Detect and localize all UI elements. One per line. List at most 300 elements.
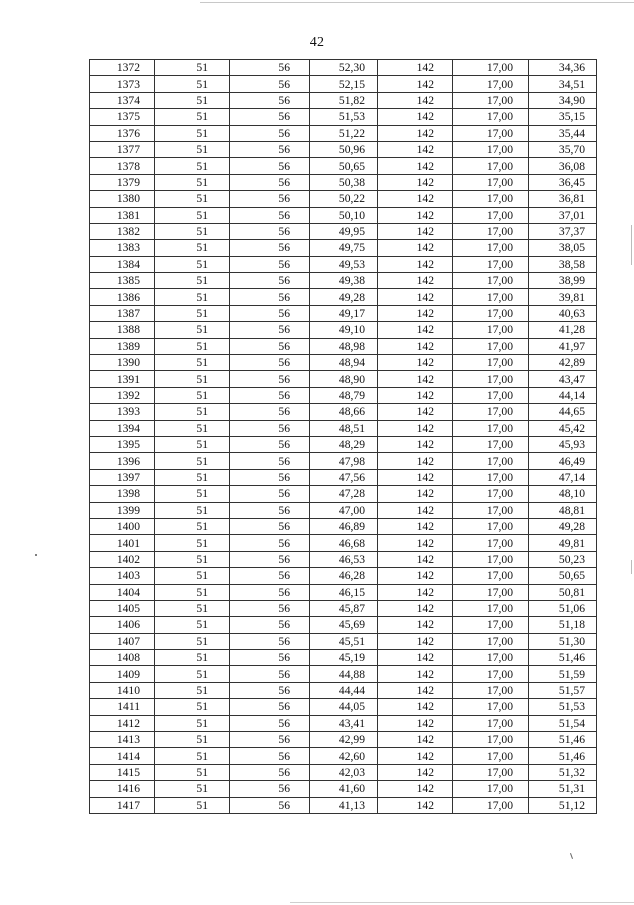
table-row [90, 600, 597, 616]
table-cell: 49,28 [529, 518, 597, 534]
table-cell: 1396 [90, 453, 155, 469]
table-cell: 56 [230, 158, 310, 174]
table-cell: 17,00 [453, 355, 529, 371]
table-cell: 1373 [90, 76, 155, 92]
table-cell: 50,38 [310, 174, 378, 190]
table-cell: 36,81 [529, 191, 597, 207]
table-row [90, 486, 597, 502]
table-cell: 142 [378, 502, 453, 518]
table-cell: 51,46 [529, 650, 597, 666]
table-cell: 51 [155, 256, 230, 272]
table-cell: 45,69 [310, 617, 378, 633]
table-cell: 51 [155, 518, 230, 534]
table-cell: 17,00 [453, 453, 529, 469]
table-cell: 51,53 [310, 109, 378, 125]
table-row [90, 699, 597, 715]
table-row [90, 502, 597, 518]
table-cell: 142 [378, 289, 453, 305]
table-cell: 1382 [90, 223, 155, 239]
table-row [90, 387, 597, 403]
table-cell: 17,00 [453, 420, 529, 436]
table-cell: 51 [155, 240, 230, 256]
table-cell: 44,14 [529, 387, 597, 403]
table-cell: 1405 [90, 600, 155, 616]
table-cell: 56 [230, 322, 310, 338]
table-cell: 50,65 [310, 158, 378, 174]
table-cell: 17,00 [453, 371, 529, 387]
table-cell: 17,00 [453, 338, 529, 354]
table-cell: 1372 [90, 60, 155, 76]
table-cell: 142 [378, 600, 453, 616]
table-cell: 56 [230, 502, 310, 518]
table-cell: 1412 [90, 715, 155, 731]
table-cell: 51 [155, 273, 230, 289]
table-cell: 49,38 [310, 273, 378, 289]
table-cell: 142 [378, 715, 453, 731]
table-cell: 43,41 [310, 715, 378, 731]
table-cell: 1392 [90, 387, 155, 403]
table-cell: 51 [155, 109, 230, 125]
table-cell: 42,03 [310, 764, 378, 780]
table-cell: 51 [155, 617, 230, 633]
table-cell: 42,99 [310, 732, 378, 748]
table-cell: 41,60 [310, 781, 378, 797]
table-cell: 51,12 [529, 797, 597, 813]
table-cell: 17,00 [453, 469, 529, 485]
table-row [90, 420, 597, 436]
table-row [90, 551, 597, 567]
table-cell: 51 [155, 338, 230, 354]
table-row [90, 535, 597, 551]
table-cell: 56 [230, 174, 310, 190]
table-cell: 51 [155, 535, 230, 551]
table-cell: 17,00 [453, 764, 529, 780]
table-cell: 51,22 [310, 125, 378, 141]
table-cell: 17,00 [453, 797, 529, 813]
table-cell: 142 [378, 76, 453, 92]
table-cell: 51 [155, 469, 230, 485]
table-cell: 56 [230, 453, 310, 469]
table-cell: 56 [230, 240, 310, 256]
table-cell: 56 [230, 617, 310, 633]
table-cell: 47,28 [310, 486, 378, 502]
table-cell: 17,00 [453, 682, 529, 698]
table-cell: 1378 [90, 158, 155, 174]
table-cell: 46,53 [310, 551, 378, 567]
table-cell: 41,28 [529, 322, 597, 338]
table-cell: 36,45 [529, 174, 597, 190]
table-cell: 17,00 [453, 158, 529, 174]
table-row [90, 518, 597, 534]
table-cell: 47,56 [310, 469, 378, 485]
table-cell: 51 [155, 453, 230, 469]
table-cell: 56 [230, 125, 310, 141]
table-cell: 39,81 [529, 289, 597, 305]
table-cell: 142 [378, 682, 453, 698]
bottom-scan-rule [290, 902, 634, 903]
table-cell: 142 [378, 60, 453, 76]
table-cell: 17,00 [453, 518, 529, 534]
table-cell: 56 [230, 666, 310, 682]
table-cell: 56 [230, 715, 310, 731]
table-cell: 142 [378, 305, 453, 321]
table-cell: 142 [378, 240, 453, 256]
table-cell: 17,00 [453, 305, 529, 321]
table-cell: 56 [230, 551, 310, 567]
table-cell: 1413 [90, 732, 155, 748]
table-cell: 17,00 [453, 141, 529, 157]
table-cell: 1403 [90, 568, 155, 584]
table-cell: 51 [155, 633, 230, 649]
table-cell: 56 [230, 469, 310, 485]
table-cell: 1410 [90, 682, 155, 698]
table-cell: 51,46 [529, 732, 597, 748]
table-cell: 1398 [90, 486, 155, 502]
table-cell: 1414 [90, 748, 155, 764]
table-cell: 49,10 [310, 322, 378, 338]
table-cell: 38,99 [529, 273, 597, 289]
table-cell: 56 [230, 256, 310, 272]
table-cell: 50,65 [529, 568, 597, 584]
table-row [90, 240, 597, 256]
table-cell: 51 [155, 699, 230, 715]
table-cell: 51 [155, 682, 230, 698]
table-cell: 142 [378, 223, 453, 239]
table-cell: 142 [378, 256, 453, 272]
table-cell: 1391 [90, 371, 155, 387]
data-table-body [90, 60, 597, 814]
table-cell: 49,28 [310, 289, 378, 305]
table-cell: 142 [378, 535, 453, 551]
table-cell: 56 [230, 682, 310, 698]
table-row [90, 436, 597, 452]
table-row [90, 584, 597, 600]
table-cell: 51 [155, 191, 230, 207]
table-cell: 17,00 [453, 732, 529, 748]
table-cell: 1402 [90, 551, 155, 567]
table-cell: 51,59 [529, 666, 597, 682]
table-cell: 37,37 [529, 223, 597, 239]
table-cell: 142 [378, 338, 453, 354]
table-cell: 47,00 [310, 502, 378, 518]
table-cell: 142 [378, 469, 453, 485]
table-cell: 56 [230, 633, 310, 649]
table-row [90, 223, 597, 239]
table-cell: 48,66 [310, 404, 378, 420]
table-cell: 51 [155, 223, 230, 239]
table-cell: 1375 [90, 109, 155, 125]
table-cell: 17,00 [453, 92, 529, 108]
table-cell: 17,00 [453, 256, 529, 272]
table-cell: 142 [378, 797, 453, 813]
table-cell: 56 [230, 223, 310, 239]
table-cell: 44,44 [310, 682, 378, 698]
table-cell: 56 [230, 289, 310, 305]
table-cell: 51 [155, 289, 230, 305]
table-cell: 51,54 [529, 715, 597, 731]
table-row [90, 305, 597, 321]
table-cell: 56 [230, 338, 310, 354]
table-row [90, 568, 597, 584]
table-cell: 46,49 [529, 453, 597, 469]
table-cell: 45,42 [529, 420, 597, 436]
table-cell: 52,15 [310, 76, 378, 92]
table-cell: 1411 [90, 699, 155, 715]
table-cell: 56 [230, 404, 310, 420]
table-cell: 56 [230, 436, 310, 452]
table-cell: 1409 [90, 666, 155, 682]
table-cell: 51,57 [529, 682, 597, 698]
table-cell: 1397 [90, 469, 155, 485]
table-row [90, 256, 597, 272]
table-cell: 51 [155, 732, 230, 748]
table-cell: 17,00 [453, 699, 529, 715]
table-cell: 51 [155, 748, 230, 764]
table-cell: 17,00 [453, 650, 529, 666]
table-cell: 34,36 [529, 60, 597, 76]
table-row [90, 273, 597, 289]
table-cell: 17,00 [453, 535, 529, 551]
table-cell: 43,47 [529, 371, 597, 387]
table-row [90, 158, 597, 174]
table-cell: 51 [155, 387, 230, 403]
table-cell: 51 [155, 797, 230, 813]
table-row [90, 109, 597, 125]
table-cell: 1415 [90, 764, 155, 780]
table-cell: 51 [155, 420, 230, 436]
table-cell: 46,15 [310, 584, 378, 600]
table-cell: 142 [378, 92, 453, 108]
table-cell: 51,53 [529, 699, 597, 715]
table-cell: 49,75 [310, 240, 378, 256]
table-cell: 1406 [90, 617, 155, 633]
table-cell: 1408 [90, 650, 155, 666]
table-cell: 17,00 [453, 715, 529, 731]
table-cell: 17,00 [453, 60, 529, 76]
table-cell: 17,00 [453, 486, 529, 502]
table-cell: 142 [378, 420, 453, 436]
table-cell: 51,18 [529, 617, 597, 633]
table-cell: 35,70 [529, 141, 597, 157]
table-cell: 51 [155, 486, 230, 502]
table-cell: 17,00 [453, 322, 529, 338]
table-cell: 52,30 [310, 60, 378, 76]
table-cell: 50,22 [310, 191, 378, 207]
table-cell: 142 [378, 568, 453, 584]
table-cell: 1401 [90, 535, 155, 551]
table-cell: 48,81 [529, 502, 597, 518]
table-cell: 17,00 [453, 207, 529, 223]
table-cell: 51,31 [529, 781, 597, 797]
table-cell: 17,00 [453, 666, 529, 682]
table-cell: 1384 [90, 256, 155, 272]
table-cell: 56 [230, 797, 310, 813]
table-cell: 56 [230, 568, 310, 584]
table-cell: 46,68 [310, 535, 378, 551]
table-cell: 1393 [90, 404, 155, 420]
table-cell: 51 [155, 207, 230, 223]
table-cell: 51 [155, 600, 230, 616]
table-cell: 36,08 [529, 158, 597, 174]
table-cell: 1394 [90, 420, 155, 436]
table-cell: 1379 [90, 174, 155, 190]
table-cell: 1383 [90, 240, 155, 256]
table-cell: 40,63 [529, 305, 597, 321]
table-cell: 17,00 [453, 781, 529, 797]
table-row [90, 650, 597, 666]
table-row [90, 76, 597, 92]
table-cell: 17,00 [453, 600, 529, 616]
table-cell: 142 [378, 109, 453, 125]
table-cell: 142 [378, 207, 453, 223]
table-cell: 17,00 [453, 551, 529, 567]
page-number: 42 [309, 35, 325, 50]
table-cell: 51 [155, 764, 230, 780]
table-cell: 51 [155, 92, 230, 108]
table-cell: 17,00 [453, 223, 529, 239]
table-row [90, 633, 597, 649]
table-cell: 142 [378, 584, 453, 600]
table-cell: 142 [378, 371, 453, 387]
table-cell: 56 [230, 764, 310, 780]
table-cell: 35,44 [529, 125, 597, 141]
table-cell: 51 [155, 502, 230, 518]
table-row [90, 469, 597, 485]
table-cell: 49,95 [310, 223, 378, 239]
table-cell: 142 [378, 436, 453, 452]
table-cell: 51 [155, 781, 230, 797]
table-cell: 50,81 [529, 584, 597, 600]
table-cell: 51 [155, 141, 230, 157]
table-cell: 142 [378, 387, 453, 403]
table-cell: 1416 [90, 781, 155, 797]
table-cell: 1390 [90, 355, 155, 371]
table-cell: 56 [230, 92, 310, 108]
table-cell: 56 [230, 650, 310, 666]
table-row [90, 355, 597, 371]
table-cell: 51 [155, 158, 230, 174]
table-cell: 56 [230, 699, 310, 715]
table-row [90, 748, 597, 764]
table-row [90, 666, 597, 682]
table-cell: 56 [230, 584, 310, 600]
table-cell: 51 [155, 305, 230, 321]
table-row [90, 322, 597, 338]
table-cell: 142 [378, 486, 453, 502]
table-cell: 51 [155, 322, 230, 338]
scan-edge-mark [631, 225, 632, 265]
table-row [90, 732, 597, 748]
table-cell: 56 [230, 76, 310, 92]
table-cell: 142 [378, 273, 453, 289]
table-cell: 17,00 [453, 584, 529, 600]
table-cell: 44,88 [310, 666, 378, 682]
table-cell: 41,97 [529, 338, 597, 354]
table-cell: 51 [155, 60, 230, 76]
table-cell: 1380 [90, 191, 155, 207]
table-cell: 17,00 [453, 191, 529, 207]
table-cell: 38,58 [529, 256, 597, 272]
table-cell: 17,00 [453, 748, 529, 764]
table-cell: 48,98 [310, 338, 378, 354]
table-cell: 56 [230, 191, 310, 207]
table-row [90, 715, 597, 731]
table-cell: 142 [378, 551, 453, 567]
table-row [90, 289, 597, 305]
table-cell: 17,00 [453, 568, 529, 584]
table-cell: 142 [378, 781, 453, 797]
table-row [90, 125, 597, 141]
table-cell: 142 [378, 322, 453, 338]
table-cell: 48,10 [529, 486, 597, 502]
table-cell: 17,00 [453, 404, 529, 420]
table-cell: 51,82 [310, 92, 378, 108]
table-cell: 51 [155, 666, 230, 682]
table-cell: 1376 [90, 125, 155, 141]
table-cell: 142 [378, 453, 453, 469]
table-row [90, 191, 597, 207]
table-cell: 142 [378, 125, 453, 141]
table-cell: 50,23 [529, 551, 597, 567]
table-cell: 38,05 [529, 240, 597, 256]
scan-speck [35, 554, 37, 556]
table-cell: 56 [230, 420, 310, 436]
table-cell: 1388 [90, 322, 155, 338]
table-cell: 142 [378, 355, 453, 371]
table-cell: 50,10 [310, 207, 378, 223]
table-cell: 1389 [90, 338, 155, 354]
table-cell: 56 [230, 273, 310, 289]
table-cell: 142 [378, 764, 453, 780]
table-cell: 142 [378, 158, 453, 174]
table-cell: 51 [155, 371, 230, 387]
table-cell: 56 [230, 535, 310, 551]
table-cell: 17,00 [453, 109, 529, 125]
table-cell: 48,29 [310, 436, 378, 452]
table-cell: 17,00 [453, 633, 529, 649]
table-cell: 34,51 [529, 76, 597, 92]
table-cell: 51 [155, 404, 230, 420]
table-cell: 42,60 [310, 748, 378, 764]
table-cell: 142 [378, 650, 453, 666]
table-cell: 17,00 [453, 125, 529, 141]
table-cell: 51 [155, 650, 230, 666]
top-scan-rule [200, 2, 634, 3]
table-row [90, 141, 597, 157]
table-cell: 51,32 [529, 764, 597, 780]
table-cell: 17,00 [453, 617, 529, 633]
table-cell: 51 [155, 715, 230, 731]
table-cell: 51,30 [529, 633, 597, 649]
table-cell: 37,01 [529, 207, 597, 223]
table-cell: 45,51 [310, 633, 378, 649]
table-cell: 142 [378, 666, 453, 682]
table-cell: 49,17 [310, 305, 378, 321]
table-cell: 1399 [90, 502, 155, 518]
table-cell: 17,00 [453, 240, 529, 256]
table-cell: 48,90 [310, 371, 378, 387]
table-cell: 51 [155, 76, 230, 92]
table-row [90, 682, 597, 698]
table-cell: 48,51 [310, 420, 378, 436]
table-cell: 17,00 [453, 273, 529, 289]
table-cell: 1395 [90, 436, 155, 452]
table-cell: 46,89 [310, 518, 378, 534]
table-row [90, 764, 597, 780]
table-cell: 142 [378, 748, 453, 764]
table-cell: 56 [230, 305, 310, 321]
table-cell: 56 [230, 600, 310, 616]
